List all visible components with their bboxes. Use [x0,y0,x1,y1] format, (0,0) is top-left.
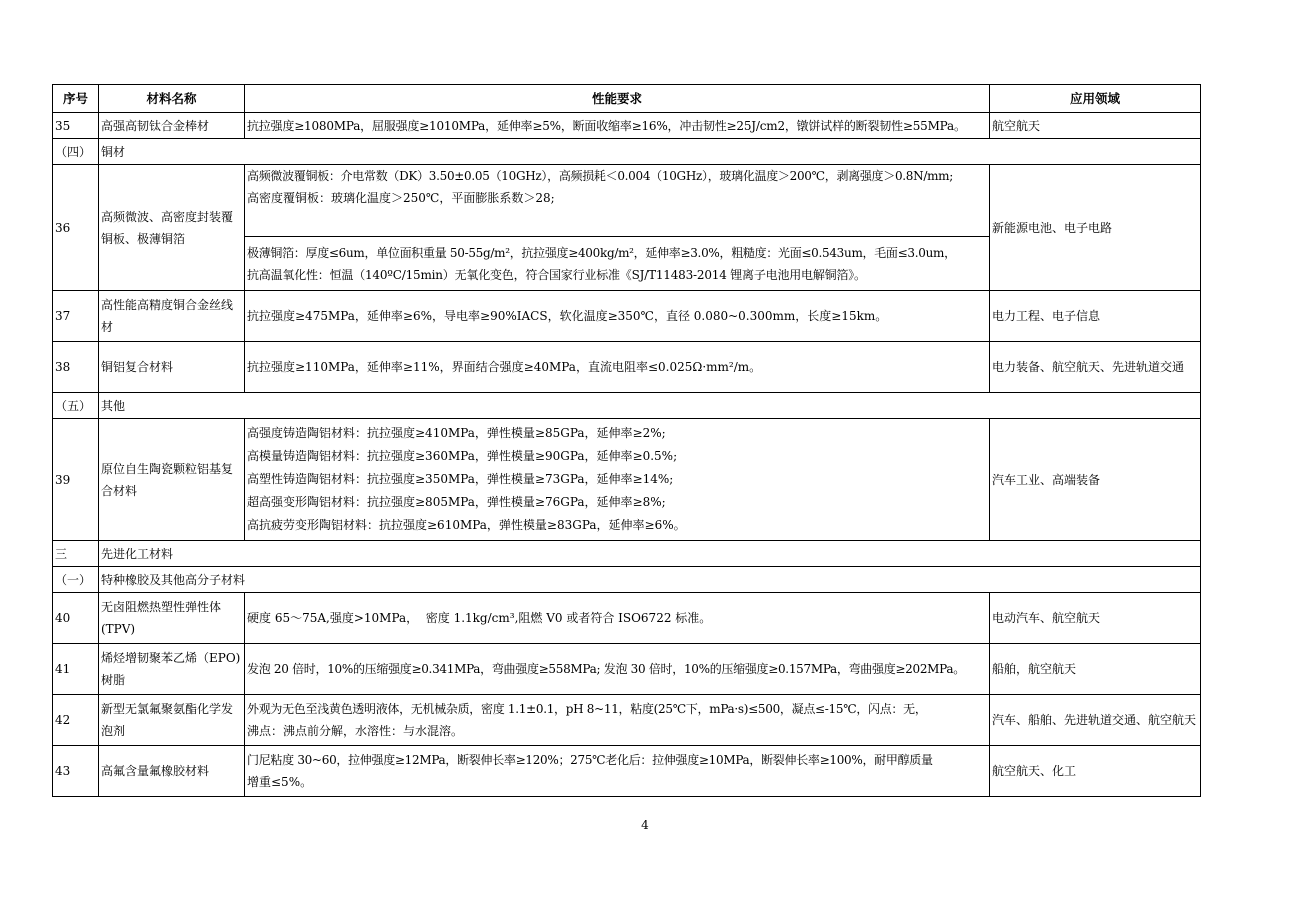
perf-line: 抗拉强度≥1080MPa，屈服强度≥1010MPa，延伸率≥5%，断面收缩率≥16%，冲击韧性≥25J/cm2，镦饼试样的断裂韧性≥55MPa。 [247,118,966,133]
perf-line: 抗高温氧化性：恒温（140ºC/15min）无氧化变色，符合国家行业标准《SJ/T11483-2014 锂离子电池用电解铜箔》。 [247,267,866,282]
table-row [53,695,1201,746]
section-label: 先进化工材料 [99,541,1201,567]
row-application: 航空航天、化工 [990,746,1201,797]
page-number: 4 [641,818,649,832]
row-material-name: 高氟含量氟橡胶材料 [99,746,245,797]
row-no: 36 [53,165,99,291]
section-row [53,393,1201,419]
row-performance [245,291,990,342]
section-label: 铜材 [99,139,1201,165]
row-material-name: 铜铝复合材料 [99,342,245,393]
perf-line: 超高强变形陶铝材料：抗拉强度≥805MPa，弹性模量≥76GPa，延伸率≥8%; [247,495,666,509]
perf-line: 抗拉强度≥475MPa，延伸率≥6%，导电率≥90%IACS，软化温度≥350℃，直径 0.080~0.300mm，长度≥15km。 [247,309,888,323]
header-material-name: 材料名称 [99,85,245,113]
table-row [53,165,1201,237]
row-no: 35 [53,113,99,139]
header-performance: 性能要求 [245,85,990,113]
row-no: 37 [53,291,99,342]
row-performance [245,237,990,291]
row-material-name [99,644,245,695]
row-material-name [99,291,245,342]
row-material-name [99,593,245,644]
material-name-text: 无卤阻燃热塑性弹性体(TPV) [101,600,222,636]
perf-line: 抗拉强度≥110MPa，延伸率≥11%，界面结合强度≥40MPa，直流电阻率≤0.025Ω·mm²/m。 [247,360,762,374]
section-no: （四） [53,139,99,165]
table-row [53,342,1201,393]
section-row [53,139,1201,165]
row-application [990,342,1201,393]
perf-line: 增重≤5%。 [247,775,313,789]
row-no: 40 [53,593,99,644]
perf-line: 外观为无色至浅黄色透明液体，无机械杂质，密度 1.1±0.1，pH 8~11，粘度(25℃下，mPa·s)≤500，凝点≤-15℃，闪点：无， [247,702,927,716]
row-material-name [99,419,245,541]
material-name-text: 高性能高精度铜合金丝线材 [101,298,234,334]
material-name-text: 新型无氯氟聚氨酯化学发泡剂 [101,702,234,738]
material-name-text: 原位自生陶瓷颗粒铝基复合材料 [101,461,234,498]
table-row [53,291,1201,342]
perf-line: 高模量铸造陶铝材料：抗拉强度≥360MPa，弹性模量≥90GPa，延伸率≥0.5%; [247,449,678,463]
perf-line: 高塑性铸造陶铝材料：抗拉强度≥350MPa，弹性模量≥73GPa，延伸率≥14%; [247,472,674,486]
perf-line: 高抗疲劳变形陶铝材料：抗拉强度≥610MPa，弹性模量≥83GPa，延伸率≥6%。 [247,518,686,532]
row-application: 新能源电池、电子电路 [990,165,1201,291]
row-application: 航空航天 [990,113,1201,139]
row-performance [245,165,990,237]
materials-spec-table [52,84,1201,797]
perf-line: 门尼粘度 30~60，拉伸强度≥12MPa，断裂伸长率≥120%；275℃老化后：拉伸强度≥10MPa，断裂伸长率≥100%，耐甲醇质量 [247,753,933,767]
perf-line: 沸点：沸点前分解，水溶性：与水混溶。 [247,724,464,738]
header-no: 序号 [53,85,99,113]
row-application: 汽车工业、高端装备 [990,419,1201,541]
row-application: 电动汽车、航空航天 [990,593,1201,644]
section-label: 其他 [99,393,1201,419]
row-performance [245,695,990,746]
material-name-text: 烯烃增韧聚苯乙烯（EPO)树脂 [101,651,241,687]
row-performance [245,593,990,644]
perf-line: 极薄铜箔：厚度≤6um，单位面积重量 50-55g/m²，抗拉强度≥400kg/m²，延伸率≥3.0%，粗糙度：光面≤0.543um，毛面≤3.0um， [247,245,956,260]
table-row [53,746,1201,797]
table-row [53,593,1201,644]
row-no: 39 [53,419,99,541]
perf-line: 发泡 20 倍时，10%的压缩强度≥0.341MPa，弯曲强度≥558MPa; 发泡 30 倍时，10%的压缩强度≥0.157MPa，弯曲强度≥202MPa。 [247,662,965,676]
row-material-name [99,165,245,291]
row-no: 43 [53,746,99,797]
row-no: 42 [53,695,99,746]
table-row [53,644,1201,695]
row-performance [245,342,990,393]
table-row [53,113,1201,139]
perf-line: 高密度覆铜板：玻璃化温度＞250℃，平面膨胀系数＞28; [247,191,555,205]
row-application [990,695,1201,746]
row-performance [245,746,990,797]
table-header-row [53,85,1201,113]
section-row [53,541,1201,567]
application-text: 汽车、船舶、先进轨道交通、航空航天 [992,713,1197,727]
material-name-text: 高频微波、高密度封装覆铜板、极薄铜箔 [101,209,234,246]
row-performance [245,644,990,695]
row-performance [245,419,990,541]
row-material-name: 高强高韧钛合金棒材 [99,113,245,139]
application-text: 电力装备、航空航天、先进轨道交通 [992,360,1185,374]
row-performance [245,113,990,139]
section-row [53,567,1201,593]
row-application: 船舶，航空航天 [990,644,1201,695]
row-no: 41 [53,644,99,695]
perf-line: 高强度铸造陶铝材料：抗拉强度≥410MPa，弹性模量≥85GPa，延伸率≥2%; [247,426,666,440]
row-no: 38 [53,342,99,393]
section-no: （一） [53,567,99,593]
perf-line: 高频微波覆铜板：介电常数（DK）3.50±0.05（10GHz），高频损耗＜0.004（10GHz），玻璃化温度＞200℃，剥离强度＞0.8N/mm; [247,169,953,183]
row-material-name [99,695,245,746]
section-label: 特种橡胶及其他高分子材料 [99,567,1201,593]
section-no: （五） [53,393,99,419]
section-no: 三 [53,541,99,567]
perf-line: 硬度 65～75A,强度>10MPa， 密度 1.1kg/cm³,阻燃 V0 或者符合 ISO6722 标准。 [247,611,712,625]
row-application: 电力工程、电子信息 [990,291,1201,342]
table-row [53,419,1201,541]
header-application: 应用领域 [990,85,1201,113]
